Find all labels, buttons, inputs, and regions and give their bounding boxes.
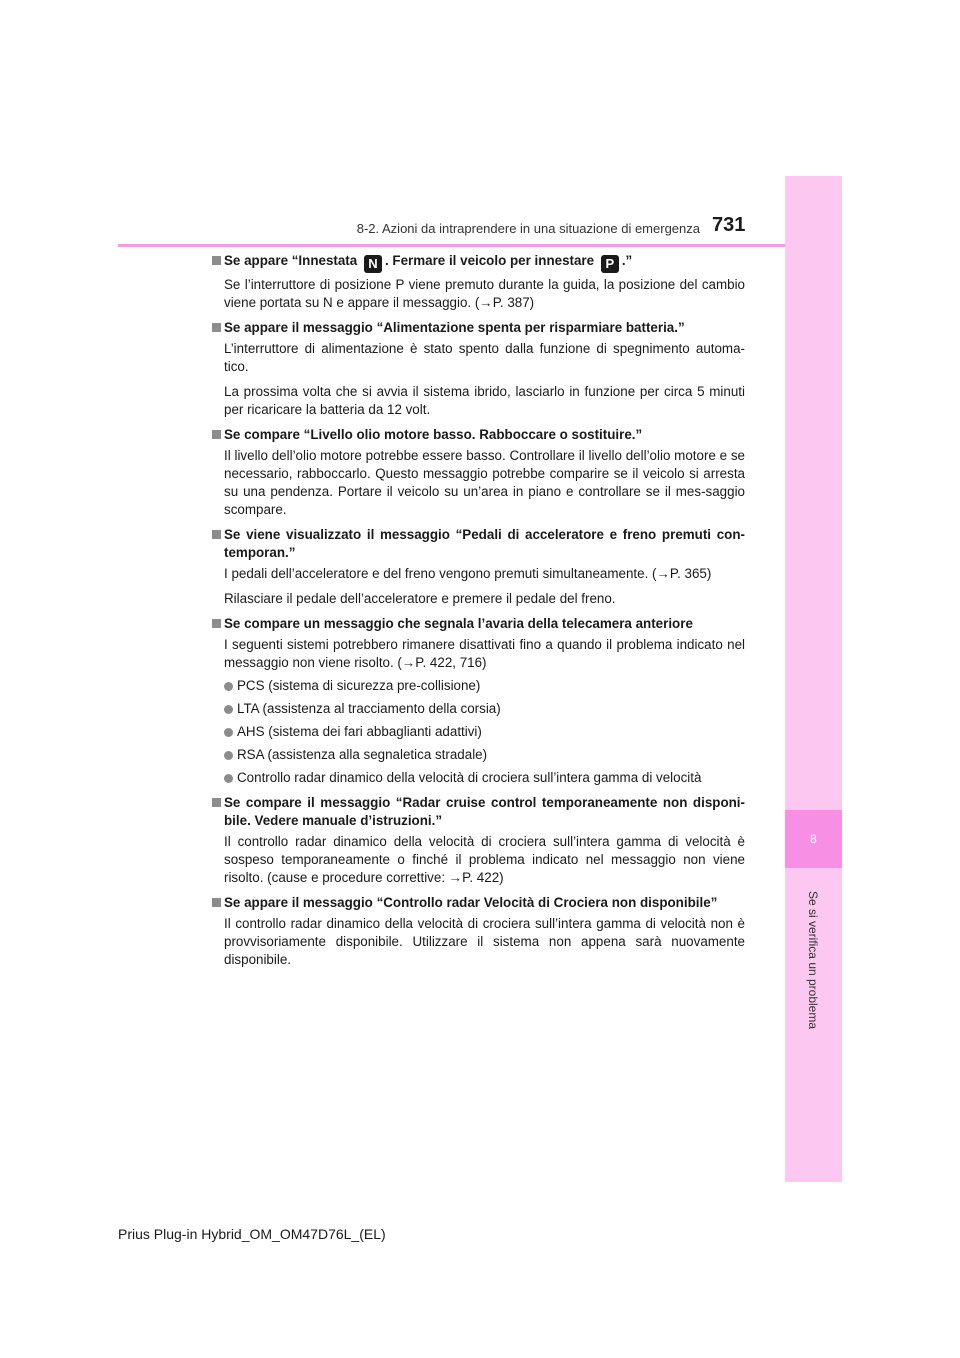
gear-n-indicator-icon: N: [364, 255, 382, 273]
running-header: 8-2. Azioni da intraprendere in una situazione di emergenza: [356, 221, 700, 236]
round-bullet-icon: [224, 728, 233, 737]
page-body: [210, 252, 745, 969]
heading-text: Se compare il messaggio “Radar cruise control temporaneamente non disponi-bile. Vedere manuale d’istruzioni.”: [224, 795, 745, 828]
body-paragraph: L’interruttore di alimentazione è stato spento dalla funzione di spegnimento automa-tico.: [224, 341, 745, 374]
round-bullet-icon: [224, 682, 233, 691]
list-item-text: RSA (assistenza alla segnaletica stradale): [237, 747, 488, 762]
list-item: [210, 746, 745, 764]
footer-model-code: Prius Plug-in Hybrid_OM_OM47D76L_(EL): [118, 1226, 386, 1242]
list-item: [210, 723, 745, 741]
list-item-text: Controllo radar dinamico della velocità di crociera sull’intera gamma di velocità: [237, 770, 702, 785]
heading-text: Se appare il messaggio “Alimentazione spenta per risparmiare batteria.”: [224, 320, 685, 335]
chapter-side-tab: [785, 176, 842, 1182]
list-item: [210, 769, 745, 787]
section-heading: [210, 426, 745, 444]
body-paragraph: Il livello dell’olio motore potrebbe essere basso. Controllare il livello dell’olio motore e se necessario, rabboccarlo. Questo messaggio potrebbe comparire se il veicolo si arresta su una pendenza. Portare il veicolo su un’area in piano e controllare se il mes-saggio scompare.: [224, 448, 745, 517]
heading-text: Se appare il messaggio “Controllo radar Velocità di Crociera non disponibile”: [224, 895, 718, 910]
square-bullet-icon: [212, 430, 221, 439]
body-paragraph: Se l’interruttore di posizione P viene premuto durante la guida, la posizione del cambio viene portata su N e appare il messaggio. (→P. 387): [224, 277, 745, 310]
square-bullet-icon: [212, 323, 221, 332]
square-bullet-icon: [212, 619, 221, 628]
body-paragraph: I pedali dell’acceleratore e del freno vengono premuti simultaneamente. (→P. 365): [224, 566, 712, 581]
round-bullet-icon: [224, 774, 233, 783]
body-paragraph: Rilasciare il pedale dell’acceleratore e premere il pedale del freno.: [224, 591, 616, 606]
chapter-title-vertical: Se si verifica un problema: [806, 890, 820, 1030]
round-bullet-icon: [224, 705, 233, 714]
heading-text: Se compare “Livello olio motore basso. Rabboccare o sostituire.”: [224, 427, 643, 442]
list-item-text: AHS (sistema dei fari abbaglianti adattivi): [237, 724, 482, 739]
square-bullet-icon: [212, 256, 221, 265]
body-paragraph: La prossima volta che si avvia il sistema ibrido, lasciarlo in funzione per circa 5 minuti per ricaricare la batteria da 12 volt.: [224, 384, 745, 417]
section-heading: [210, 319, 745, 337]
body-paragraph: Il controllo radar dinamico della velocità di crociera sull’intera gamma di velocità è sospeso temporaneamente o finché il problema indicato nel messaggio non viene risolto. (cause e procedure correttive: →P. 422): [224, 834, 745, 885]
heading-text: Se compare un messaggio che segnala l’avaria della telecamera anteriore: [224, 616, 693, 631]
square-bullet-icon: [212, 898, 221, 907]
square-bullet-icon: [212, 530, 221, 539]
gear-p-indicator-icon: P: [601, 255, 619, 273]
section-heading: [210, 794, 745, 830]
page-number: 731: [712, 214, 746, 236]
section-heading: [210, 252, 745, 273]
square-bullet-icon: [212, 798, 221, 807]
list-item-text: LTA (assistenza al tracciamento della corsia): [237, 701, 501, 716]
body-paragraph: I seguenti sistemi potrebbero rimanere disattivati fino a quando il problema indicato nel messaggio non viene risolto. (→P. 422, 716): [224, 637, 745, 670]
list-item-text: PCS (sistema di sicurezza pre-collisione): [237, 678, 481, 693]
section-heading: [210, 615, 745, 633]
body-paragraph: Il controllo radar dinamico della velocità di crociera sull’intera gamma di velocità non è provvisoriamente disponibile. Utilizzare il sistema non appena sarà nuovamente disponibile.: [224, 916, 745, 967]
header-rule: [118, 244, 785, 247]
heading-text: .”: [621, 253, 633, 268]
round-bullet-icon: [224, 751, 233, 760]
heading-text: Se viene visualizzato il messaggio “Pedali di acceleratore e freno premuti con-temporan.”: [224, 527, 745, 560]
list-item: [210, 677, 745, 695]
chapter-number-badge: 8: [785, 810, 842, 868]
section-heading: [210, 894, 745, 912]
section-heading: [210, 526, 745, 562]
heading-text: . Fermare il veicolo per innestare: [384, 253, 595, 268]
heading-text: Se appare “Innestata: [224, 253, 358, 268]
list-item: [210, 700, 745, 718]
